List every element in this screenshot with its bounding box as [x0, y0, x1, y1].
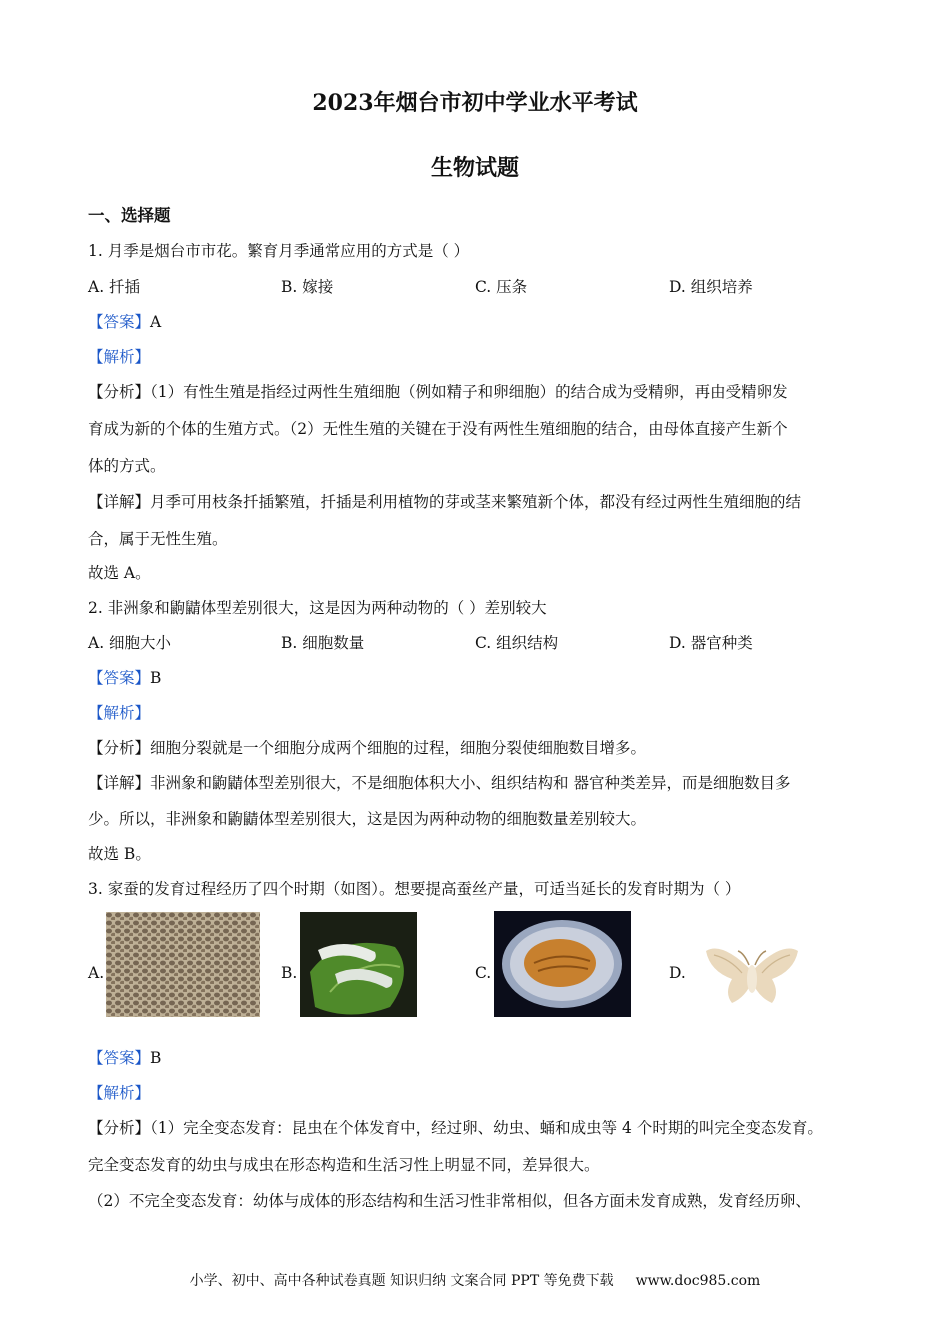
footer-text: 小学、初中、高中各种试卷真题 知识归纳 文案合同 PPT 等免费下载: [189, 1273, 614, 1289]
q2-stem: 2. 非洲象和鼩鼱体型差别很大，这是因为两种动物的（ ）差别较大: [88, 599, 547, 617]
q1-option-a: A. 扦插: [88, 278, 141, 296]
q1-option-b: B. 嫁接: [281, 278, 334, 296]
analysis-tag: 【分析】: [88, 383, 151, 401]
q1-stem: 1. 月季是烟台市市花。繁育月季通常应用的方式是（ ）: [88, 242, 470, 260]
q2-jiexi: 【解析】: [88, 704, 151, 722]
silkworm-eggs-image: [106, 912, 260, 1017]
q1-conclusion: 故选 A。: [88, 564, 151, 582]
q1-detail-line-2: 合，属于无性生殖。: [88, 530, 228, 548]
q1-option-c: C. 压条: [475, 278, 528, 296]
silkworm-pupa-image: [494, 911, 631, 1017]
q1-option-d: D. 组织培养: [669, 278, 753, 296]
q3-option-c: C.: [475, 964, 492, 982]
q1-analysis-line-3: 体的方式。: [88, 457, 166, 475]
q1-analysis-line-1: 【分析】（1）有性生殖是指经过两性生殖细胞（例如精子和卵细胞）的结合成为受精卵，再由受精卵发: [88, 383, 788, 401]
q3-analysis-line-1: 【分析】（1）完全变态发育：昆虫在个体发育中，经过卵、幼虫、蛹和成虫等 4 个时期的叫完全变态发育。: [88, 1119, 823, 1137]
q3-analysis-line-3: （2）不完全变态发育：幼体与成体的形态结构和生活习性非常相似，但各方面未发育成熟，发育经历卵、: [88, 1192, 811, 1210]
page-footer: [0, 1270, 950, 1290]
silkworm-larvae-photo: [300, 912, 417, 1017]
q2-detail-line-1: 【详解】非洲象和鼩鼱体型差别很大，不是细胞体积大小、组织结构和 器官种类差异，而是细胞数目多: [88, 774, 791, 792]
q3-answer-value: B: [150, 1049, 162, 1067]
silkworm-larvae-image: [300, 912, 417, 1017]
q1-jiexi: [88, 346, 150, 368]
q3-analysis-line-2: 完全变态发育的幼虫与成虫在形态构造和生活习性上明显不同，差异很大。: [88, 1156, 600, 1174]
footer-url[interactable]: www.doc985.com: [635, 1273, 761, 1289]
q2-analysis: 【分析】细胞分裂就是一个细胞分成两个细胞的过程，细胞分裂使细胞数目增多。: [88, 739, 647, 757]
q2-detail-line-2: 少。所以，非洲象和鼩鼱体型差别很大，这是因为两种动物的细胞数量差别较大。: [88, 810, 647, 828]
q1-analysis-line-2: 育成为新的个体的生殖方式。（2）无性生殖的关键在于没有两性生殖细胞的结合，由母体直接产生新个: [88, 420, 788, 438]
silkworm-eggs-photo: [106, 912, 260, 1017]
answer-tag: 【答案】: [88, 313, 151, 331]
detail-tag: 【详解】: [88, 493, 151, 511]
q1-answer-value: A: [150, 313, 162, 331]
q3-option-a: A.: [88, 964, 105, 982]
section-heading: 一、选择题: [88, 206, 171, 225]
q3-option-d: D.: [669, 964, 686, 982]
page-title: 2023年烟台市初中学业水平考试: [312, 90, 638, 116]
silk-moth-image: [702, 941, 802, 1007]
silkworm-pupa-photo: [494, 911, 631, 1017]
q2-option-a: A. 细胞大小: [88, 634, 172, 652]
q2-answer: 【答案】B: [88, 669, 162, 687]
page-subtitle: 生物试题: [430, 155, 519, 181]
q3-answer: 【答案】B: [88, 1049, 162, 1067]
q3-stem: 3. 家蚕的发育过程经历了四个时期（如图）。想要提高蚕丝产量，可适当延长的发育时期为（ ）: [88, 880, 741, 898]
q2-option-d: D. 器官种类: [669, 634, 753, 652]
q3-jiexi: 【解析】: [88, 1084, 151, 1102]
q2-answer-value: B: [150, 669, 162, 687]
q2-option-c: C. 组织结构: [475, 634, 559, 652]
q2-option-b: B. 细胞数量: [281, 634, 365, 652]
q1-answer: [88, 311, 161, 333]
jiexi-tag: 【解析】: [88, 348, 151, 366]
q2-conclusion: 故选 B。: [88, 845, 151, 863]
silk-moth-photo: [702, 941, 802, 1007]
q1-detail-line-1: 【详解】月季可用枝条扦插繁殖，扦插是利用植物的芽或茎来繁殖新个体，都没有经过两性生殖细胞的结: [88, 493, 802, 511]
q3-option-b: B.: [281, 964, 298, 982]
